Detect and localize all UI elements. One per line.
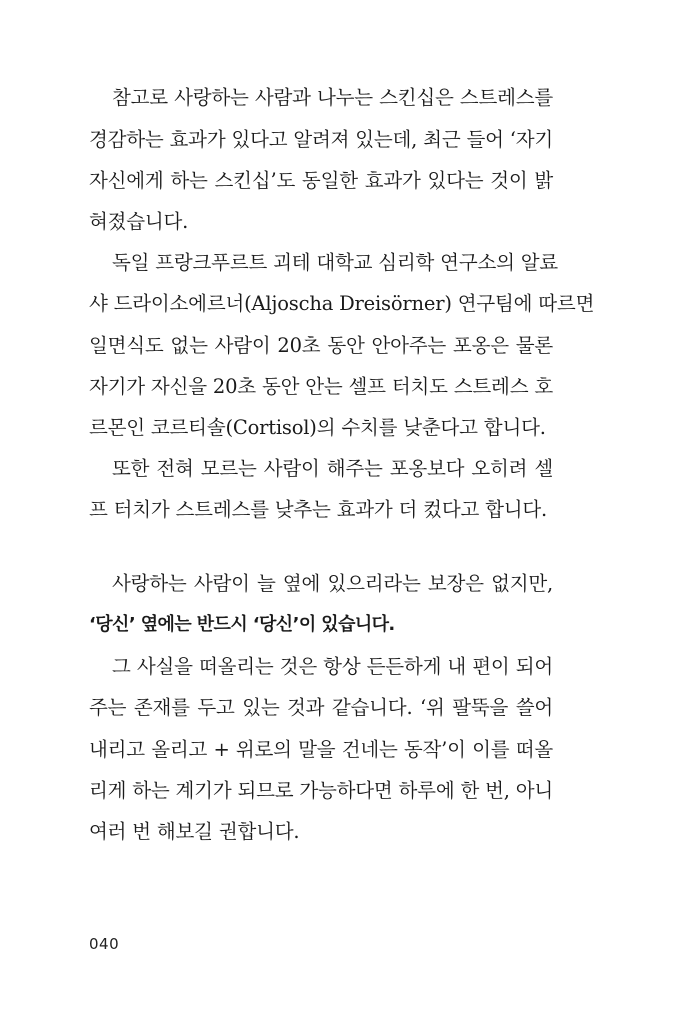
paragraph-1-line-1: 참고로 사랑하는 사람과 나누는 스킨십은 스트레스를	[112, 86, 553, 109]
paragraph-1-line-4: 혀졌습니다.	[89, 210, 189, 233]
paragraph-1-line-3: 자신에게 하는 스킨십’도 동일한 효과가 있다는 것이 밝	[89, 169, 553, 192]
paragraph-2-line-1: 독일 프랑크푸르트 괴테 대학교 심리학 연구소의 알료	[112, 251, 559, 274]
page-number: 040	[89, 935, 120, 953]
paragraph-2-line-5: 르몬인 코르티솔(Cortisol)의 수치를 낮춘다고 합니다.	[89, 416, 546, 439]
paragraph-5-line-4: 리게 하는 계기가 되므로 가능하다면 하루에 한 번, 아니	[89, 779, 554, 802]
paragraph-5-line-5: 여러 번 해보길 권합니다.	[89, 820, 300, 843]
paragraph-2-line-4: 자기가 자신을 20초 동안 안는 셀프 터치도 스트레스 호	[89, 375, 553, 398]
emphasis-sentence: ‘당신’ 옆에는 반드시 ‘당신’이 있습니다.	[89, 614, 395, 635]
paragraph-1-line-2: 경감하는 효과가 있다고 알려져 있는데, 최근 들어 ‘자기	[89, 128, 554, 151]
paragraph-5-line-3: 내리고 올리고 + 위로의 말을 건네는 동작’이 이를 떠올	[89, 738, 553, 761]
paragraph-2-line-2: 샤 드라이소에르너(Aljoscha Dreisörner) 연구팀에 따르면	[89, 292, 595, 315]
paragraph-3-line-2: 프 터치가 스트레스를 낮추는 효과가 더 컸다고 합니다.	[89, 498, 548, 521]
paragraph-3-line-1: 또한 전혀 모르는 사람이 해주는 포옹보다 오히려 셀	[112, 457, 553, 480]
paragraph-4-line-1: 사랑하는 사람이 늘 옆에 있으리라는 보장은 없지만,	[112, 572, 553, 595]
paragraph-2-line-3: 일면식도 없는 사람이 20초 동안 안아주는 포옹은 물론	[89, 334, 553, 357]
paragraph-5-line-2: 주는 존재를 두고 있는 것과 같습니다. ‘위 팔뚝을 쓸어	[89, 696, 553, 719]
paragraph-5-line-1: 그 사실을 떠올리는 것은 항상 든든하게 내 편이 되어	[112, 655, 553, 678]
